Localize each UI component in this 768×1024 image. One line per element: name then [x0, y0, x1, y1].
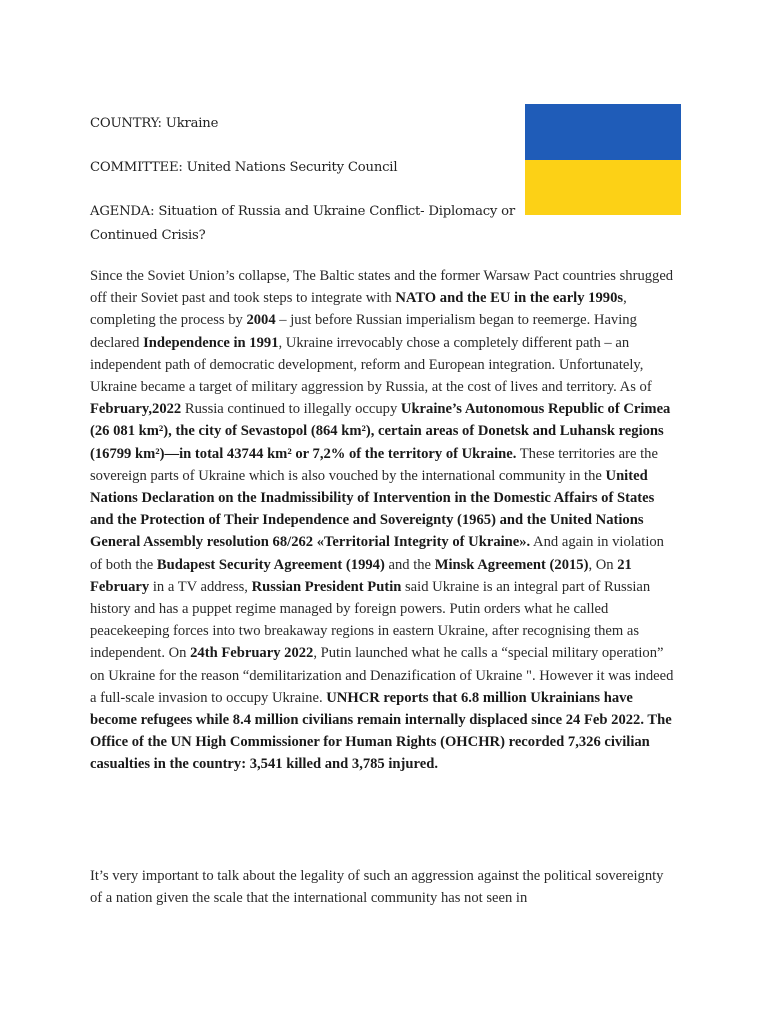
text-run: said Ukraine is an integral part of Russian history and has a puppet regime managed by foreign powers. Putin orders what he called peacekeeping forces into two breakaway regions in eastern Ukraine, after recognising them as independent. On	[90, 578, 651, 662]
text-run: and the	[384, 556, 435, 573]
bold-text-run: Russian President Putin	[251, 578, 402, 595]
committee-heading: COMMITTEE: United Nations Security Council	[90, 160, 398, 175]
bold-text-run: United Nations Declaration on the Inadmissibility of Intervention in the Domestic Affairs of States and the Protection of Their Independence and Sovereignty (1965) and the United Nations General Assembly resolution 68/262 «Territorial Integrity of Ukraine».	[90, 467, 655, 551]
bold-text-run: 21 February	[90, 556, 632, 595]
flag-yellow-stripe	[525, 160, 681, 216]
text-run: , completing the process by	[90, 290, 627, 329]
text-run: , Putin launched what he calls a “special military operation” on Ukraine for the reason “demilitarization and Denazification of Ukraine ". However it was indeed a full-scale invasion to occupy Ukraine.	[90, 645, 674, 706]
text-run: in a TV address,	[149, 578, 252, 595]
ukraine-flag	[525, 104, 681, 215]
country-heading: COUNTRY: Ukraine	[90, 116, 219, 131]
bold-text-run: Budapest Security Agreement (1994)	[156, 556, 385, 573]
bold-text-run: Ukraine’s Autonomous Republic of Crimea (26 081 km²), the city of Sevastopol (864 km²), certain areas of Donetsk and Luhansk regions (16799 km²)—in total 43744 km² or 7,2% of the territory of Ukraine.	[90, 401, 671, 462]
bold-text-run: 2004	[246, 312, 276, 329]
bold-text-run: Independence in 1991	[143, 334, 279, 351]
body-paragraph-2: It’s very important to talk about the legality of such an aggression against the political sovereignty of a nation given the scale that the international community has not seen in	[90, 868, 664, 907]
body-paragraph-1	[90, 265, 676, 776]
bold-text-run: February,2022	[90, 401, 182, 418]
text-run: Russia continued to illegally occupy	[181, 401, 401, 418]
bold-text-run: Minsk Agreement (2015)	[434, 556, 589, 573]
text-run: , Ukraine irrevocably chose a completely different path – an independent path of democratic development, reform and European integration. Unfortunately, Ukraine became a target of military aggression by Russia, at the cost of lives and territory. As of	[90, 334, 652, 396]
text-run: Since the Soviet Union’s collapse, The Baltic states and the former Warsaw Pact countries shrugged off their Soviet past and took steps to integrate with	[90, 268, 674, 307]
flag-blue-stripe	[525, 104, 681, 160]
bold-text-run: UNHCR reports that 6.8 million Ukrainians have become refugees while 8.4 million civilians remain internally displaced since 24 Feb 2022. The Office of the UN High Commissioner for Human Rights (OHCHR) recorded 7,326 civilian casualties in the country: 3,541 killed and 3,785 injured.	[90, 689, 672, 773]
text-run: – just before Russian imperialism began to reemerge. Having declared	[90, 312, 637, 351]
bold-text-run: NATO and the EU in the early 1990s	[395, 290, 624, 307]
agenda-heading: AGENDA: Situation of Russia and Ukraine Conflict- Diplomacy or Continued Crisis?	[90, 204, 516, 243]
text-run: These territories are the sovereign parts of Ukraine which is also vouched by the international community in the	[90, 445, 658, 484]
text-run: , On	[588, 556, 618, 573]
bold-text-run: 24th February 2022	[190, 645, 314, 662]
text-run: And again in violation of both the	[90, 534, 664, 573]
